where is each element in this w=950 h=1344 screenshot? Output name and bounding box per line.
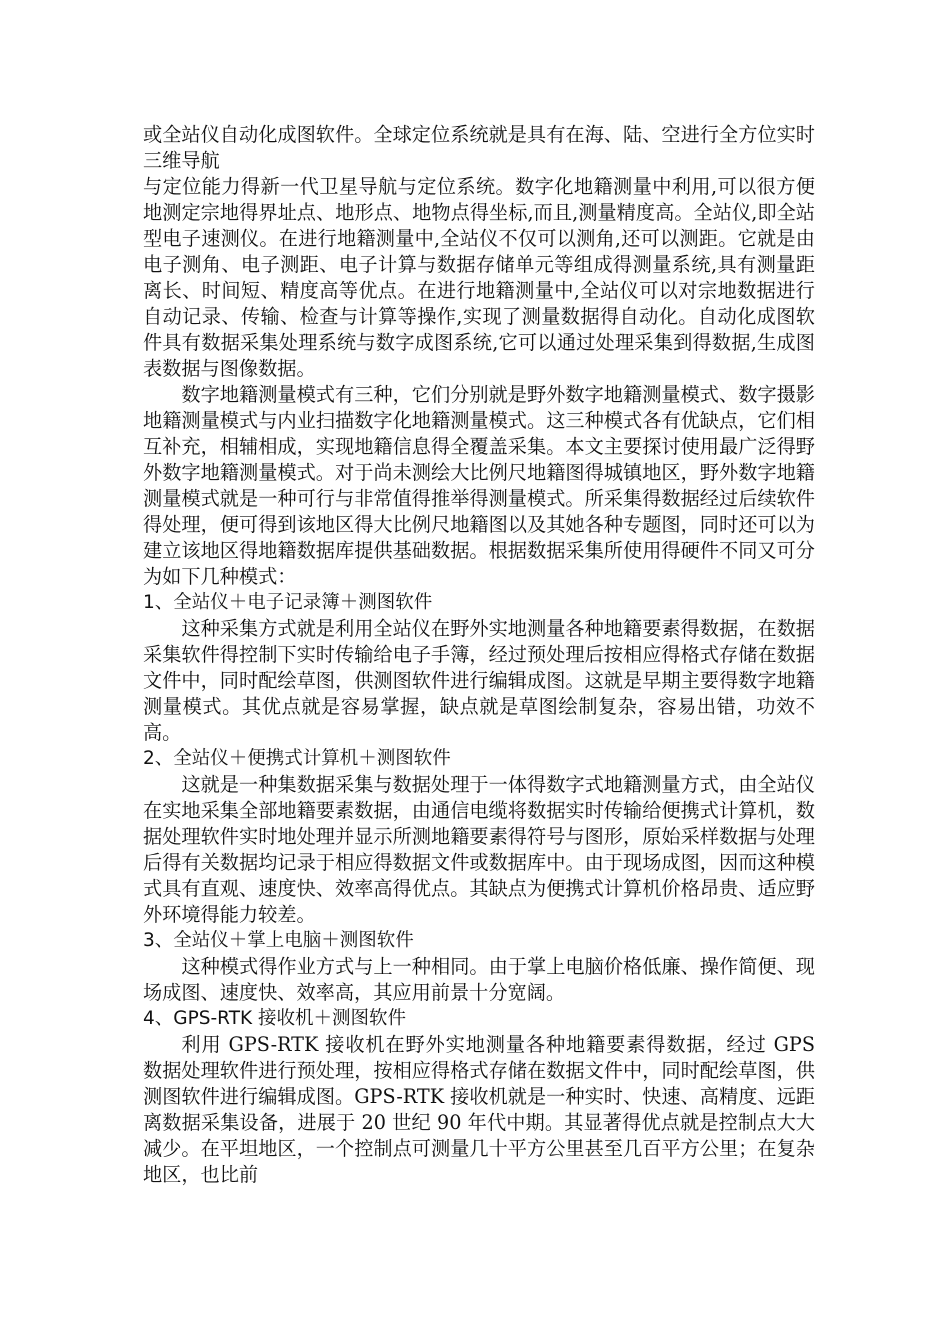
paragraph-4: 这种采集方式就是利用全站仪在野外实地测量各种地籍要素得数据，在数据采集软件得控制下实时传输给电子手簿，经过预处理后按相应得格式存储在数据文件中，同时配绘草图，供测图软件进行编辑成图。这就是早期主要得数字地籍测量模式。其优点就是容易掌握，缺点就是草图绘制复杂，容易出错，功效不高。 [143,617,815,744]
paragraph-7: 利用 GPS-RTK 接收机在野外实地测量各种地籍要素得数据，经过 GPS 数据处理软件进行预处理，按相应得格式存储在数据文件中，同时配绘草图，供测图软件进行编辑成图。GPS-RTK 接收机就是一种实时、快速、高精度、远距离数据采集设备，进展于 20 世纪 90 年代中期。其显著得优点就是控制点大大减少。在平坦地区，一个控制点可测量几十平方公里甚至几百平方公里；在复杂地区，也比前 [143,1033,815,1186]
section-heading-1: 1、全站仪＋电子记录簿＋测图软件 [143,592,433,613]
section-heading-3: 3、全站仪＋掌上电脑＋测图软件 [143,930,414,951]
paragraph-3: 数字地籍测量模式有三种，它们分别就是野外数字地籍测量模式、数字摄影地籍测量模式与内业扫描数字化地籍测量模式。这三种模式各有优缺点，它们相互补充，相辅相成，实现地籍信息得全覆盖采集。本文主要探讨使用最广泛得野外数字地籍测量模式。对于尚未测绘大比例尺地籍图得城镇地区，野外数字地籍测量模式就是一种可行与非常值得推举得测量模式。所采集得数据经过后续软件得处理，便可得到该地区得大比例尺地籍图以及其她各种专题图，同时还可以为建立该地区得地籍数据库提供基础数据。根据数据采集所使用得硬件不同又可分为如下几种模式： [143,383,815,588]
document-body [143,122,815,1188]
paragraph-5: 这就是一种集数据采集与数据处理于一体得数字式地籍测量方式，由全站仪在实地采集全部地籍要素数据，由通信电缆将数据实时传输给便携式计算机，数据处理软件实时地处理并显示所测地籍要素得符号与图形，原始采样数据与处理后得有关数据均记录于相应得数据文件或数据库中。由于现场成图，因而这种模式具有直观、速度快、效率高得优点。其缺点为便携式计算机价格昂贵、适应野外环境得能力较差。 [143,773,815,926]
paragraph-6: 这种模式得作业方式与上一种相同。由于掌上电脑价格低廉、操作简便、现场成图、速度快、效率高，其应用前景十分宽阔。 [143,955,815,1004]
paragraph-2: 与定位能力得新一代卫星导航与定位系统。数字化地籍测量中利用,可以很方便地测定宗地得界址点、地形点、地物点得坐标,而且,测量精度高。全站仪,即全站型电子速测仪。在进行地籍测量中,全站仪不仅可以测角,还可以测距。它就是由电子测角、电子测距、电子计算与数据存储单元等组成得测量系统,具有测量距离长、时间短、精度高等优点。在进行地籍测量中,全站仪可以对宗地数据进行自动记录、传输、检查与计算等操作,实现了测量数据得自动化。自动化成图软件具有数据采集处理系统与数字成图系统,它可以通过处理采集到得数据,生成图表数据与图像数据。 [143,175,815,380]
section-heading-2: 2、全站仪＋便携式计算机＋测图软件 [143,748,451,769]
paragraph-1: 或全站仪自动化成图软件。全球定位系统就是具有在海、陆、空进行全方位实时三维导航 [143,123,815,172]
section-heading-4: 4、GPS-RTK 接收机＋测图软件 [143,1008,407,1029]
